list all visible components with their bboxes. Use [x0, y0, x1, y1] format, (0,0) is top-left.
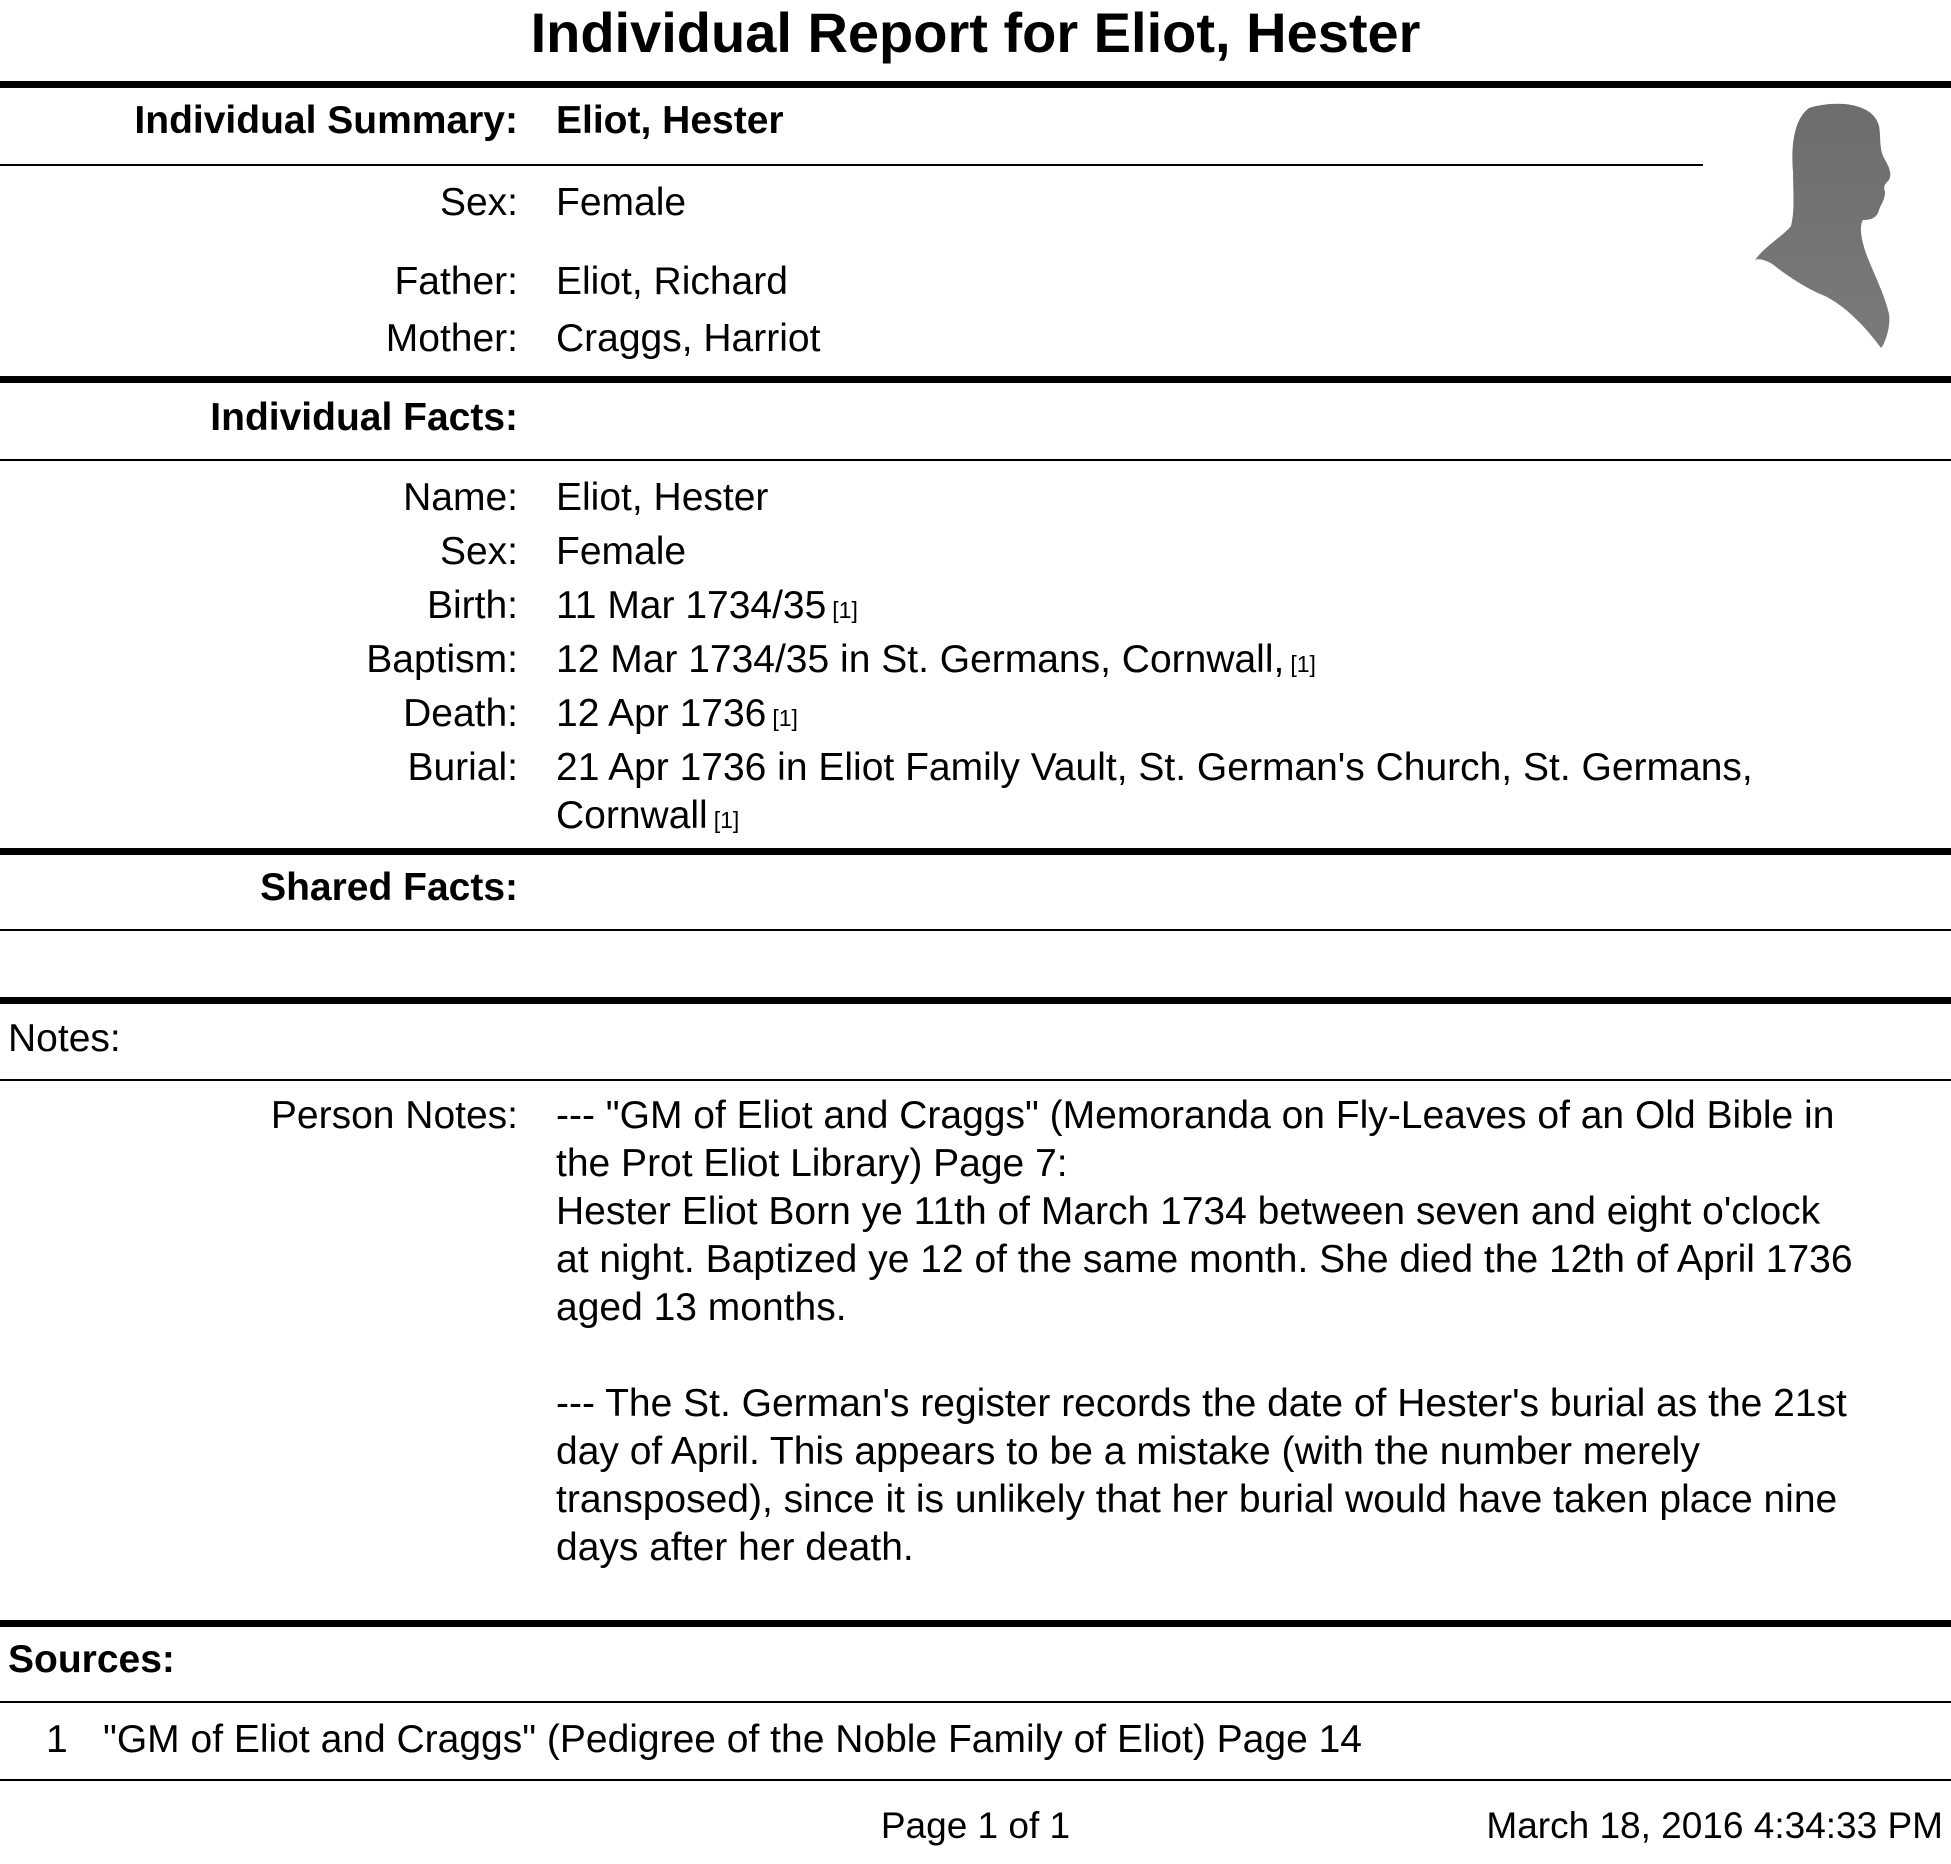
- notes-heading: Notes:: [8, 1017, 121, 1060]
- notes-paragraph: [556, 1380, 1946, 1572]
- notes-line: Hester Eliot Born ye 11th of March 1734 between seven and eight o'clock: [556, 1190, 1821, 1233]
- notes-line: --- "GM of Eliot and Craggs" (Memoranda on Fly-Leaves of an Old Bible in: [556, 1094, 1835, 1137]
- citation-link[interactable]: [1]: [772, 705, 798, 731]
- fact-baptism-text: 12 Mar 1734/35 in St. Germans, Cornwall,: [556, 638, 1285, 681]
- person-notes-label: Person Notes:: [270, 1094, 518, 1137]
- divider: [0, 459, 1951, 461]
- fact-label-baptism: Baptism:: [366, 638, 518, 681]
- fact-birth-text: 11 Mar 1734/35: [556, 584, 827, 627]
- report-title: Individual Report for Eliot, Hester: [530, 1, 1421, 64]
- summary-heading: Individual Summary:: [134, 99, 518, 142]
- divider: [0, 376, 1951, 383]
- fact-label-sex: Sex:: [439, 530, 518, 573]
- fact-label-burial: Burial:: [407, 746, 518, 789]
- fact-label-name: Name:: [403, 476, 518, 519]
- summary-sex-label: Sex:: [439, 181, 518, 224]
- fact-value-burial-cont: [556, 792, 739, 844]
- divider: [0, 848, 1951, 855]
- notes-line: day of April. This appears to be a mistake (with the number merely: [556, 1430, 1700, 1473]
- fact-death-text: 12 Apr 1736: [556, 692, 767, 735]
- source-citation: "GM of Eliot and Craggs" (Pedigree of the Noble Family of Eliot) Page 14: [103, 1718, 1362, 1761]
- page-number: Page 1 of 1: [880, 1805, 1071, 1846]
- divider: [0, 164, 1703, 166]
- notes-line: --- The St. German's register records the date of Hester's burial as the 21st: [556, 1382, 1847, 1425]
- fact-value-death: [556, 690, 798, 742]
- notes-line: transposed), since it is unlikely that her burial would have taken place nine: [556, 1478, 1838, 1521]
- summary-sex-value: Female: [556, 181, 687, 224]
- sources-heading: Sources:: [8, 1638, 175, 1681]
- divider: [0, 929, 1951, 931]
- fact-value-birth: [556, 582, 858, 634]
- citation-link[interactable]: [1]: [713, 807, 740, 833]
- fact-label-birth: Birth:: [426, 584, 518, 627]
- fact-burial-text-2: Cornwall: [556, 794, 708, 837]
- citation-link[interactable]: [1]: [1290, 651, 1316, 677]
- facts-heading: Individual Facts:: [210, 396, 518, 439]
- person-notes-text: [556, 1092, 1946, 1572]
- fact-label-death: Death:: [403, 692, 518, 735]
- notes-paragraph: [556, 1092, 1946, 1332]
- female-silhouette-icon: [1755, 100, 1895, 350]
- summary-mother-value: Craggs, Harriot: [556, 317, 821, 360]
- notes-line: the Prot Eliot Library) Page 7:: [556, 1142, 1068, 1185]
- summary-mother-label: Mother:: [385, 317, 518, 360]
- divider: [0, 1701, 1951, 1703]
- divider: [0, 1779, 1951, 1781]
- divider: [0, 997, 1951, 1004]
- divider: [0, 1620, 1951, 1627]
- citation-link[interactable]: [1]: [832, 597, 858, 623]
- summary-name: Eliot, Hester: [556, 99, 784, 142]
- report-timestamp: March 18, 2016 4:34:33 PM: [1486, 1805, 1943, 1846]
- divider: [0, 81, 1951, 88]
- fact-value-name: Eliot, Hester: [556, 476, 769, 519]
- summary-father-value: Eliot, Richard: [556, 260, 788, 303]
- shared-heading: Shared Facts:: [260, 866, 518, 909]
- source-number: 1: [46, 1718, 68, 1761]
- fact-value-sex: Female: [556, 530, 687, 573]
- fact-value-baptism: [556, 636, 1316, 688]
- summary-father-label: Father:: [394, 260, 518, 303]
- notes-line: days after her death.: [556, 1526, 914, 1569]
- notes-line: at night. Baptized ye 12 of the same month. She died the 12th of April 1736: [556, 1238, 1853, 1281]
- notes-line: aged 13 months.: [556, 1286, 847, 1329]
- divider: [0, 1079, 1951, 1081]
- fact-value-burial: 21 Apr 1736 in Eliot Family Vault, St. German's Church, St. Germans,: [556, 746, 1753, 789]
